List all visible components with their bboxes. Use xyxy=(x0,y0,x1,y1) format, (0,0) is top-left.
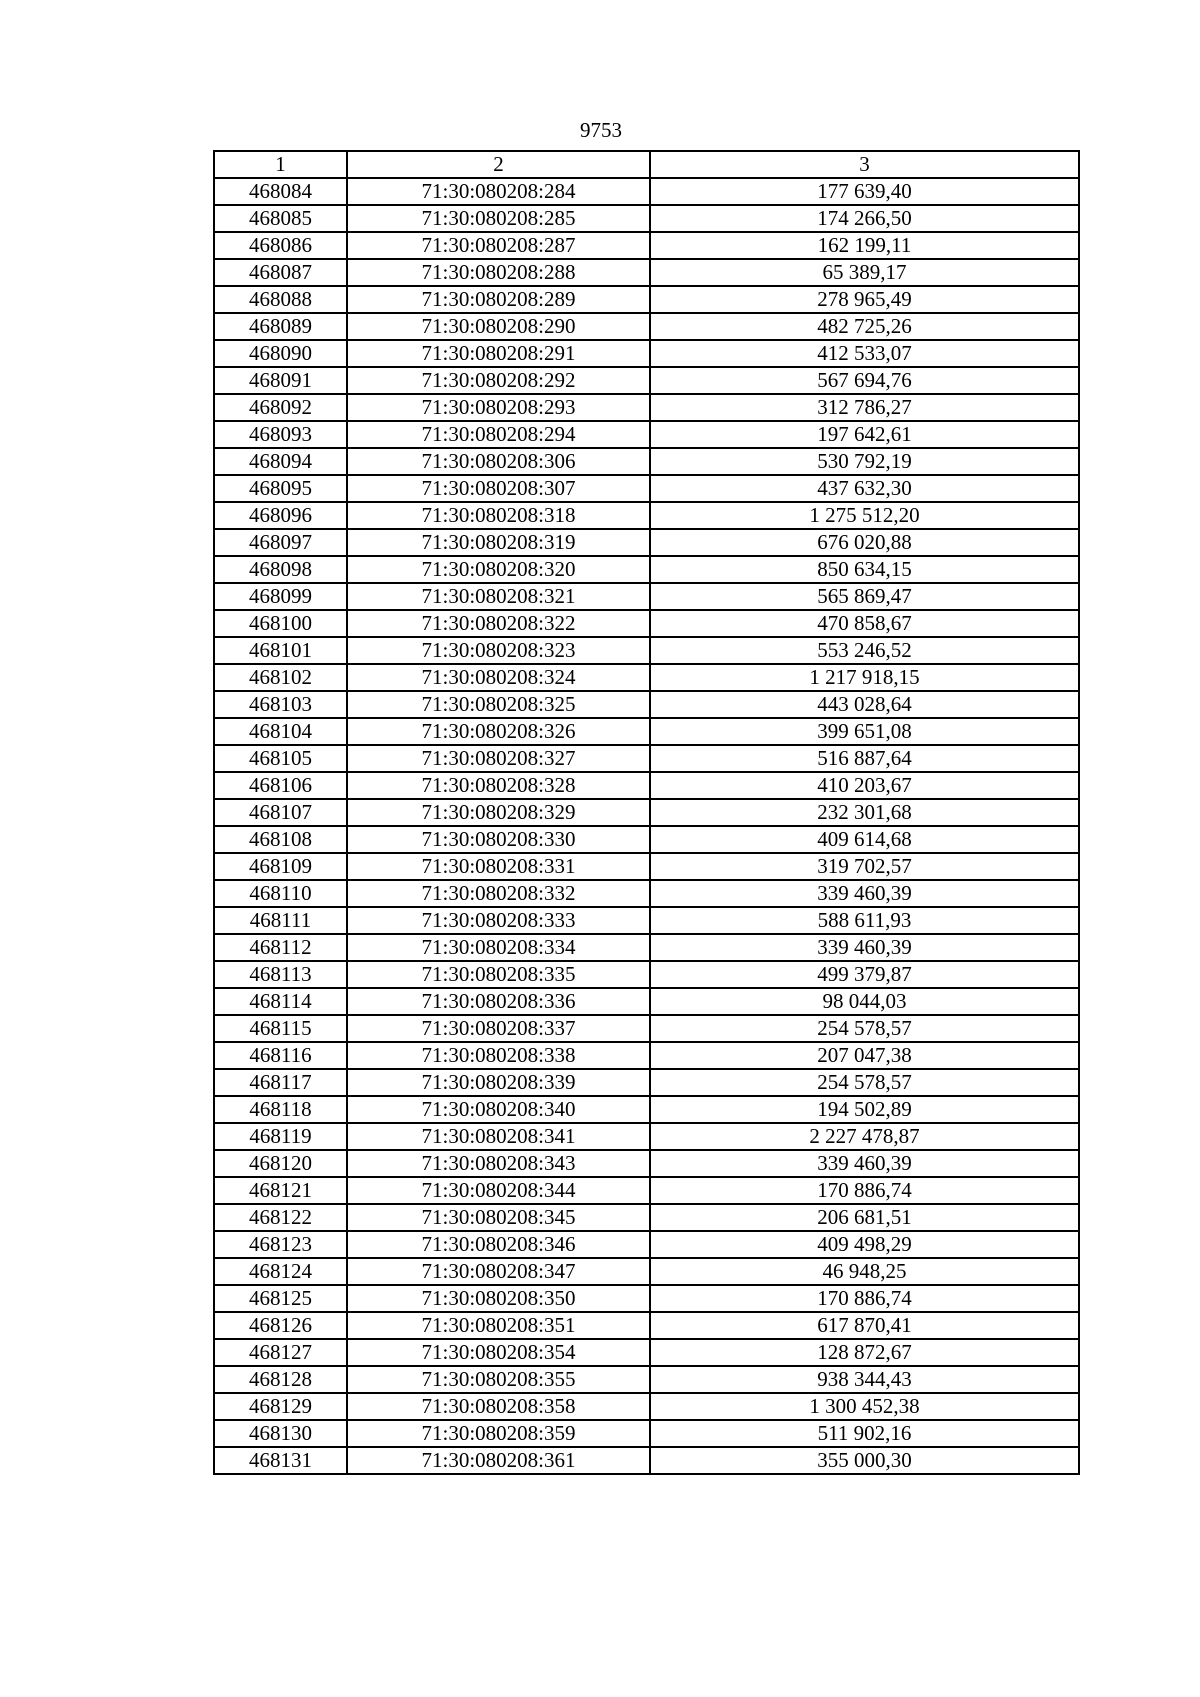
cadastral-number-cell: 71:30:080208:341 xyxy=(347,1123,650,1150)
cadastral-value-cell: 1 275 512,20 xyxy=(650,502,1079,529)
cadastral-number-cell: 71:30:080208:320 xyxy=(347,556,650,583)
column-number-row xyxy=(214,151,1079,178)
cadastral-value-cell: 409 614,68 xyxy=(650,826,1079,853)
cadastral-value-cell: 98 044,03 xyxy=(650,988,1079,1015)
row-number-cell: 468121 xyxy=(214,1177,347,1204)
cadastral-value-cell: 278 965,49 xyxy=(650,286,1079,313)
cadastral-value-cell: 355 000,30 xyxy=(650,1447,1079,1474)
table-row xyxy=(214,1258,1079,1285)
cadastral-number-cell: 71:30:080208:358 xyxy=(347,1393,650,1420)
cadastral-value-cell: 410 203,67 xyxy=(650,772,1079,799)
table-row xyxy=(214,1150,1079,1177)
row-number-cell: 468112 xyxy=(214,934,347,961)
cadastral-number-cell: 71:30:080208:307 xyxy=(347,475,650,502)
cadastral-number-cell: 71:30:080208:334 xyxy=(347,934,650,961)
cadastral-number-cell: 71:30:080208:328 xyxy=(347,772,650,799)
row-number-cell: 468109 xyxy=(214,853,347,880)
cadastral-value-cell: 232 301,68 xyxy=(650,799,1079,826)
cadastral-number-cell: 71:30:080208:336 xyxy=(347,988,650,1015)
column-header-3: 3 xyxy=(650,151,1079,178)
table-row xyxy=(214,799,1079,826)
cadastral-number-cell: 71:30:080208:340 xyxy=(347,1096,650,1123)
cadastral-number-cell: 71:30:080208:325 xyxy=(347,691,650,718)
cadastral-value-cell: 65 389,17 xyxy=(650,259,1079,286)
cadastral-value-cell: 499 379,87 xyxy=(650,961,1079,988)
table-row xyxy=(214,178,1079,205)
table-row xyxy=(214,448,1079,475)
cadastral-value-cell: 174 266,50 xyxy=(650,205,1079,232)
table-row xyxy=(214,583,1079,610)
cadastral-number-cell: 71:30:080208:324 xyxy=(347,664,650,691)
row-number-cell: 468084 xyxy=(214,178,347,205)
row-number-cell: 468114 xyxy=(214,988,347,1015)
table-row xyxy=(214,502,1079,529)
row-number-cell: 468089 xyxy=(214,313,347,340)
table-row xyxy=(214,637,1079,664)
row-number-cell: 468127 xyxy=(214,1339,347,1366)
row-number-cell: 468098 xyxy=(214,556,347,583)
cadastral-value-cell: 170 886,74 xyxy=(650,1285,1079,1312)
row-number-cell: 468095 xyxy=(214,475,347,502)
cadastral-value-cell: 470 858,67 xyxy=(650,610,1079,637)
table-row xyxy=(214,610,1079,637)
cadastral-number-cell: 71:30:080208:337 xyxy=(347,1015,650,1042)
table-row xyxy=(214,1231,1079,1258)
cadastral-number-cell: 71:30:080208:338 xyxy=(347,1042,650,1069)
table-row xyxy=(214,1123,1079,1150)
cadastral-number-cell: 71:30:080208:350 xyxy=(347,1285,650,1312)
row-number-cell: 468090 xyxy=(214,340,347,367)
column-header-2: 2 xyxy=(347,151,650,178)
cadastral-number-cell: 71:30:080208:354 xyxy=(347,1339,650,1366)
row-number-cell: 468125 xyxy=(214,1285,347,1312)
table-row xyxy=(214,232,1079,259)
table-row xyxy=(214,475,1079,502)
row-number-cell: 468088 xyxy=(214,286,347,313)
cadastral-value-cell: 588 611,93 xyxy=(650,907,1079,934)
cadastral-number-cell: 71:30:080208:323 xyxy=(347,637,650,664)
row-number-cell: 468092 xyxy=(214,394,347,421)
cadastral-value-cell: 567 694,76 xyxy=(650,367,1079,394)
cadastral-number-cell: 71:30:080208:347 xyxy=(347,1258,650,1285)
table-row xyxy=(214,1366,1079,1393)
row-number-cell: 468129 xyxy=(214,1393,347,1420)
cadastral-value-cell: 516 887,64 xyxy=(650,745,1079,772)
cadastral-value-cell: 399 651,08 xyxy=(650,718,1079,745)
table-row xyxy=(214,556,1079,583)
table-row xyxy=(214,880,1079,907)
cadastral-value-cell: 511 902,16 xyxy=(650,1420,1079,1447)
row-number-cell: 468102 xyxy=(214,664,347,691)
row-number-cell: 468116 xyxy=(214,1042,347,1069)
cadastral-value-cell: 170 886,74 xyxy=(650,1177,1079,1204)
cadastral-number-cell: 71:30:080208:361 xyxy=(347,1447,650,1474)
row-number-cell: 468124 xyxy=(214,1258,347,1285)
cadastral-value-cell: 339 460,39 xyxy=(650,934,1079,961)
row-number-cell: 468093 xyxy=(214,421,347,448)
table-row xyxy=(214,745,1079,772)
row-number-cell: 468131 xyxy=(214,1447,347,1474)
cadastral-number-cell: 71:30:080208:331 xyxy=(347,853,650,880)
table-row xyxy=(214,772,1079,799)
table-row xyxy=(214,529,1079,556)
row-number-cell: 468104 xyxy=(214,718,347,745)
cadastral-number-cell: 71:30:080208:319 xyxy=(347,529,650,556)
row-number-cell: 468105 xyxy=(214,745,347,772)
row-number-cell: 468086 xyxy=(214,232,347,259)
table-row xyxy=(214,1015,1079,1042)
row-number-cell: 468117 xyxy=(214,1069,347,1096)
table-row xyxy=(214,1339,1079,1366)
row-number-cell: 468110 xyxy=(214,880,347,907)
row-number-cell: 468096 xyxy=(214,502,347,529)
table-row xyxy=(214,394,1079,421)
table-row xyxy=(214,1447,1079,1474)
cadastral-number-cell: 71:30:080208:327 xyxy=(347,745,650,772)
row-number-cell: 468123 xyxy=(214,1231,347,1258)
cadastral-number-cell: 71:30:080208:289 xyxy=(347,286,650,313)
table-row xyxy=(214,313,1079,340)
row-number-cell: 468094 xyxy=(214,448,347,475)
cadastral-value-cell: 2 227 478,87 xyxy=(650,1123,1079,1150)
table-row xyxy=(214,1312,1079,1339)
cadastral-value-cell: 339 460,39 xyxy=(650,880,1079,907)
cadastral-value-cell: 319 702,57 xyxy=(650,853,1079,880)
cadastral-value-table xyxy=(213,150,1080,1475)
table-row xyxy=(214,934,1079,961)
cadastral-value-cell: 254 578,57 xyxy=(650,1015,1079,1042)
cadastral-number-cell: 71:30:080208:292 xyxy=(347,367,650,394)
cadastral-value-cell: 46 948,25 xyxy=(650,1258,1079,1285)
table-row xyxy=(214,1285,1079,1312)
row-number-cell: 468108 xyxy=(214,826,347,853)
cadastral-number-cell: 71:30:080208:321 xyxy=(347,583,650,610)
cadastral-number-cell: 71:30:080208:291 xyxy=(347,340,650,367)
row-number-cell: 468130 xyxy=(214,1420,347,1447)
cadastral-number-cell: 71:30:080208:326 xyxy=(347,718,650,745)
table-row xyxy=(214,1177,1079,1204)
row-number-cell: 468107 xyxy=(214,799,347,826)
cadastral-value-cell: 443 028,64 xyxy=(650,691,1079,718)
row-number-cell: 468111 xyxy=(214,907,347,934)
table-row xyxy=(214,421,1079,448)
row-number-cell: 468097 xyxy=(214,529,347,556)
cadastral-value-cell: 197 642,61 xyxy=(650,421,1079,448)
cadastral-value-cell: 1 217 918,15 xyxy=(650,664,1079,691)
cadastral-number-cell: 71:30:080208:351 xyxy=(347,1312,650,1339)
cadastral-number-cell: 71:30:080208:330 xyxy=(347,826,650,853)
cadastral-value-cell: 177 639,40 xyxy=(650,178,1079,205)
cadastral-number-cell: 71:30:080208:329 xyxy=(347,799,650,826)
cadastral-number-cell: 71:30:080208:335 xyxy=(347,961,650,988)
table-row xyxy=(214,1420,1079,1447)
table-row xyxy=(214,988,1079,1015)
row-number-cell: 468118 xyxy=(214,1096,347,1123)
cadastral-number-cell: 71:30:080208:287 xyxy=(347,232,650,259)
cadastral-value-cell: 530 792,19 xyxy=(650,448,1079,475)
cadastral-value-cell: 339 460,39 xyxy=(650,1150,1079,1177)
cadastral-number-cell: 71:30:080208:359 xyxy=(347,1420,650,1447)
cadastral-value-cell: 850 634,15 xyxy=(650,556,1079,583)
table-row xyxy=(214,205,1079,232)
cadastral-value-cell: 565 869,47 xyxy=(650,583,1079,610)
cadastral-value-cell: 676 020,88 xyxy=(650,529,1079,556)
table-row xyxy=(214,718,1079,745)
cadastral-number-cell: 71:30:080208:345 xyxy=(347,1204,650,1231)
table-row xyxy=(214,907,1079,934)
row-number-cell: 468087 xyxy=(214,259,347,286)
row-number-cell: 468103 xyxy=(214,691,347,718)
table-row xyxy=(214,1393,1079,1420)
row-number-cell: 468099 xyxy=(214,583,347,610)
cadastral-number-cell: 71:30:080208:344 xyxy=(347,1177,650,1204)
cadastral-value-cell: 207 047,38 xyxy=(650,1042,1079,1069)
cadastral-value-cell: 553 246,52 xyxy=(650,637,1079,664)
row-number-cell: 468113 xyxy=(214,961,347,988)
row-number-cell: 468091 xyxy=(214,367,347,394)
table-row xyxy=(214,1069,1079,1096)
row-number-cell: 468119 xyxy=(214,1123,347,1150)
row-number-cell: 468122 xyxy=(214,1204,347,1231)
cadastral-number-cell: 71:30:080208:293 xyxy=(347,394,650,421)
row-number-cell: 468120 xyxy=(214,1150,347,1177)
table-row xyxy=(214,367,1079,394)
cadastral-number-cell: 71:30:080208:346 xyxy=(347,1231,650,1258)
cadastral-value-cell: 1 300 452,38 xyxy=(650,1393,1079,1420)
cadastral-number-cell: 71:30:080208:318 xyxy=(347,502,650,529)
cadastral-number-cell: 71:30:080208:333 xyxy=(347,907,650,934)
cadastral-value-cell: 617 870,41 xyxy=(650,1312,1079,1339)
cadastral-value-cell: 312 786,27 xyxy=(650,394,1079,421)
cadastral-number-cell: 71:30:080208:322 xyxy=(347,610,650,637)
cadastral-number-cell: 71:30:080208:355 xyxy=(347,1366,650,1393)
cadastral-value-cell: 412 533,07 xyxy=(650,340,1079,367)
cadastral-number-cell: 71:30:080208:339 xyxy=(347,1069,650,1096)
row-number-cell: 468085 xyxy=(214,205,347,232)
row-number-cell: 468106 xyxy=(214,772,347,799)
row-number-cell: 468100 xyxy=(214,610,347,637)
cadastral-value-cell: 254 578,57 xyxy=(650,1069,1079,1096)
cadastral-value-cell: 409 498,29 xyxy=(650,1231,1079,1258)
cadastral-value-cell: 162 199,11 xyxy=(650,232,1079,259)
page-number: 9753 xyxy=(580,118,622,142)
cadastral-number-cell: 71:30:080208:343 xyxy=(347,1150,650,1177)
table-body xyxy=(214,178,1079,1474)
table-row xyxy=(214,961,1079,988)
cadastral-number-cell: 71:30:080208:290 xyxy=(347,313,650,340)
cadastral-value-cell: 206 681,51 xyxy=(650,1204,1079,1231)
cadastral-number-cell: 71:30:080208:294 xyxy=(347,421,650,448)
cadastral-value-cell: 482 725,26 xyxy=(650,313,1079,340)
cadastral-value-cell: 437 632,30 xyxy=(650,475,1079,502)
cadastral-number-cell: 71:30:080208:284 xyxy=(347,178,650,205)
table-row xyxy=(214,286,1079,313)
cadastral-value-cell: 938 344,43 xyxy=(650,1366,1079,1393)
cadastral-value-cell: 194 502,89 xyxy=(650,1096,1079,1123)
cadastral-number-cell: 71:30:080208:306 xyxy=(347,448,650,475)
row-number-cell: 468115 xyxy=(214,1015,347,1042)
table-row xyxy=(214,1042,1079,1069)
cadastral-value-cell: 128 872,67 xyxy=(650,1339,1079,1366)
column-header-1: 1 xyxy=(214,151,347,178)
row-number-cell: 468128 xyxy=(214,1366,347,1393)
table-row xyxy=(214,340,1079,367)
cadastral-number-cell: 71:30:080208:288 xyxy=(347,259,650,286)
cadastral-number-cell: 71:30:080208:332 xyxy=(347,880,650,907)
table-row xyxy=(214,1204,1079,1231)
row-number-cell: 468126 xyxy=(214,1312,347,1339)
cadastral-number-cell: 71:30:080208:285 xyxy=(347,205,650,232)
row-number-cell: 468101 xyxy=(214,637,347,664)
table-row xyxy=(214,826,1079,853)
table-row xyxy=(214,853,1079,880)
table-row xyxy=(214,259,1079,286)
table-row xyxy=(214,691,1079,718)
table-row xyxy=(214,664,1079,691)
table-row xyxy=(214,1096,1079,1123)
